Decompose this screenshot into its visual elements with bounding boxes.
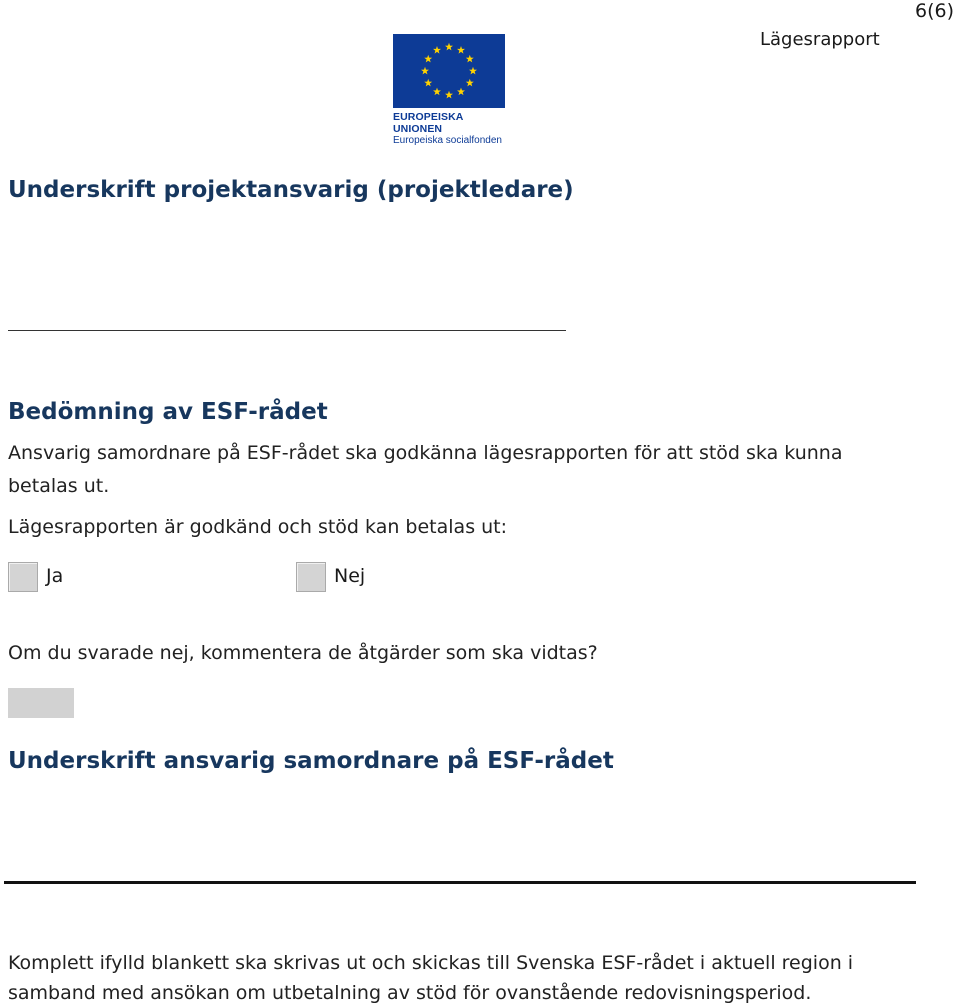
eu-logo [393,34,505,146]
star-icon [433,46,441,54]
project-signature-line[interactable] [8,330,566,331]
star-icon [433,88,441,96]
coordinator-signature-line[interactable] [4,881,916,884]
star-icon [469,67,477,75]
logo-text-eu: EUROPEISKA UNIONEN [393,111,464,135]
coordinator-signature-heading: Underskrift ansvarig samordnare på ESF-rådet [8,748,614,774]
footer-note: Komplett ifylld blankett ska skrivas ut och skickas till Svenska ESF-rådet i aktuell region i samband med ansökan om utbetalning av stöd för ovanstående redovisningsperiod. [8,952,854,1004]
approval-question: Lägesrapporten är godkänd och stöd kan betalas ut: [8,516,508,538]
project-signature-heading: Underskrift projektansvarig (projektledare) [8,177,574,203]
yes-checkbox[interactable] [8,562,38,592]
document-title: Lägesrapport [760,29,880,50]
logo-text-fund: Europeiska socialfonden [393,135,502,146]
no-label: Nej [334,565,366,587]
star-icon [445,43,453,51]
page-number: 6(6) [914,0,954,22]
star-icon [466,79,474,87]
assessment-heading: Bedömning av ESF-rådet [8,399,328,425]
comment-field[interactable] [8,688,74,718]
star-icon [421,67,429,75]
star-icon [457,88,465,96]
no-checkbox[interactable] [296,562,326,592]
star-icon [445,91,453,99]
star-icon [457,46,465,54]
assessment-intro: Ansvarig samordnare på ESF-rådet ska godkänna lägesrapporten för att stöd ska kunna betalas ut. [8,442,843,497]
star-icon [466,55,474,63]
eu-stars-icon [393,34,505,108]
eu-flag-icon [393,34,505,108]
star-icon [424,55,432,63]
yes-label: Ja [46,565,64,587]
star-icon [424,79,432,87]
followup-question: Om du svarade nej, kommentera de åtgärder som ska vidtas? [8,642,598,664]
